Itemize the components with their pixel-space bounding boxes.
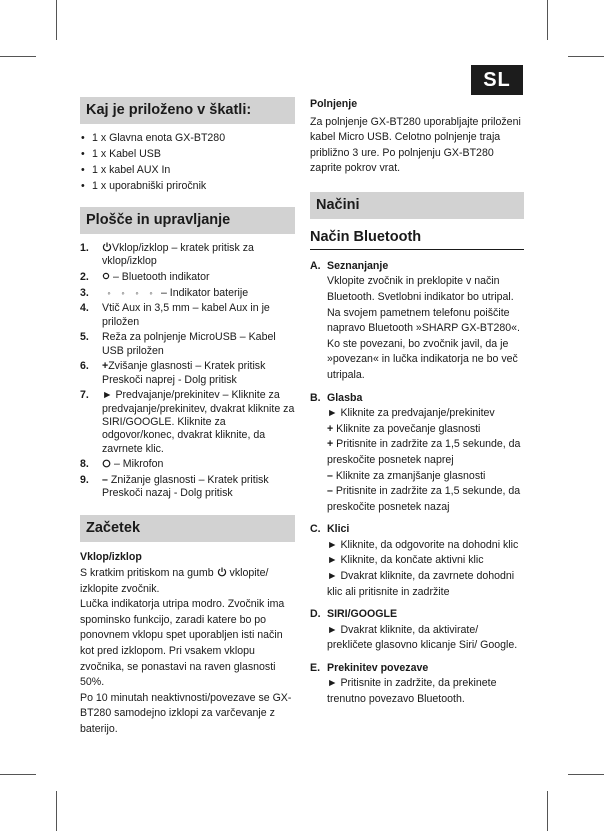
box-contents-list bbox=[80, 130, 295, 194]
list-item: 8. – Mikrofon bbox=[80, 458, 164, 471]
mode-section: B. Glasba ► Kliknite za predvajanje/prekinitev + Kliknite za povečanje glasnosti + Pritisnite in zadržite za 1,5 sekunde, da preskočite posnetek naprej – Kliknite za zmanjšanje glasnosti – Pritisnite in zadržite za 1,5 sekunde, da preskočite posnetek nazaj bbox=[310, 391, 521, 513]
start-heading: Začetek bbox=[80, 515, 295, 542]
list-item: 4. Vtič Aux in 3,5 mm – kabel Aux in je priložen bbox=[80, 302, 270, 328]
power-icon bbox=[102, 242, 112, 252]
right-column bbox=[310, 97, 524, 708]
onoff-paragraph: Lučka indikatorja utripa modro. Zvočnik ima spominsko funkcijo, zaradi katere bo po ponovnem vklopu spet uporabljen isti način kot pred izklopom. Pri vsakem vklopu zvočnika, se ponastavi na raven glasnosti 50%. bbox=[80, 598, 285, 689]
crop-mark bbox=[568, 774, 604, 775]
bluetooth-mode-title: Način Bluetooth bbox=[310, 229, 524, 250]
onoff-paragraph: Po 10 minutah neaktivnosti/povezave se GX-BT280 samodejno izklopi za varčevanje z baterijo. bbox=[80, 691, 292, 735]
battery-leds-icon: ◦ ◦ ◦ ◦ bbox=[107, 287, 153, 298]
onoff-title: Vklop/izklop bbox=[80, 551, 142, 564]
list-item: 3. ◦ ◦ ◦ ◦ – Indikator baterije bbox=[80, 286, 249, 299]
onoff-paragraph: S kratkim pritiskom na gumb vklopite/ izklopite zvočnik. bbox=[80, 567, 269, 595]
crop-mark bbox=[56, 791, 57, 831]
led-icon bbox=[102, 272, 110, 280]
left-column bbox=[80, 97, 295, 738]
power-icon bbox=[217, 567, 227, 577]
mic-icon bbox=[102, 459, 111, 468]
list-item: • 1 x Glavna enota GX-BT280 bbox=[80, 130, 295, 146]
mode-section: C. Klici ► Kliknite, da odgovorite na dohodni klic ► Kliknite, da končate aktivni klic ► Dvakrat kliknite, da zavrnete dohodni klic ali pritisnite in zadržite bbox=[310, 523, 519, 598]
list-item: 7. ► Predvajanje/prekinitev – Kliknite za predvajanje/prekinitev, dvakrat kliknite za SIRI/GOOGLE. Kliknite za odgovor/konec, dvakrat kliknite, da zavrnete klic. bbox=[80, 389, 295, 455]
crop-mark bbox=[0, 56, 36, 57]
crop-mark bbox=[568, 56, 604, 57]
mode-section: D. SIRI/GOOGLE ► Dvakrat kliknite, da aktivirate/ prekličete glasovno klicanje Siri/ Google. bbox=[310, 608, 518, 652]
play-icon: ► bbox=[102, 389, 113, 402]
mode-section: E. Prekinitev povezave ► Pritisnite in zadržite, da prekinete trenutno povezavo Bluetooth. bbox=[310, 661, 497, 705]
mode-section: A. Seznanjanje Vklopite zvočnik in preklopite v način Bluetooth. Svetlobni indikator bo utripal. Na svojem pametnem telefonu poiščite napravo Bluetooth »SHARP GX-BT280«. Ko ste povezani, bo zvočnik javil, da je »povezan« in lučka indikatorja ne bo več utripala. bbox=[310, 259, 520, 382]
language-badge: SL bbox=[471, 65, 523, 95]
modes-heading: Načini bbox=[310, 192, 524, 219]
crop-mark bbox=[56, 0, 57, 40]
crop-mark bbox=[547, 0, 548, 40]
list-item: • 1 x kabel AUX In bbox=[80, 162, 295, 178]
plus-icon: + bbox=[102, 360, 109, 373]
list-item: 5. Reža za polnjenje MicroUSB – Kabel USB priložen bbox=[80, 331, 276, 357]
list-item: 9. – Znižanje glasnosti – Kratek pritisk Preskoči nazaj - Dolg pritisk bbox=[80, 473, 269, 500]
list-item: 1. Vklop/izklop – kratek pritisk za vklop/izklop bbox=[80, 242, 254, 268]
controls-list bbox=[80, 242, 295, 500]
list-item: • 1 x Kabel USB bbox=[80, 146, 295, 162]
list-item: 2. – Bluetooth indikator bbox=[80, 270, 210, 283]
list-item: 6. +Zvišanje glasnosti – Kratek pritisk Preskoči naprej - Dolg pritisk bbox=[80, 360, 266, 386]
crop-mark bbox=[547, 791, 548, 831]
minus-icon: – bbox=[102, 473, 108, 486]
crop-mark bbox=[0, 774, 36, 775]
charging-title: Polnjenje bbox=[310, 98, 358, 110]
box-contents-heading: Kaj je priloženo v škatli: bbox=[80, 97, 295, 124]
list-item: • 1 x uporabniški priročnik bbox=[80, 178, 295, 194]
controls-heading: Plošče in upravljanje bbox=[80, 207, 295, 234]
charging-text: Za polnjenje GX-BT280 uporabljajte priloženi kabel Micro USB. Celotno polnjenje traja približno 3 ure. Po polnjenju GX-BT280 zaprite pokrov vrat. bbox=[310, 115, 521, 175]
